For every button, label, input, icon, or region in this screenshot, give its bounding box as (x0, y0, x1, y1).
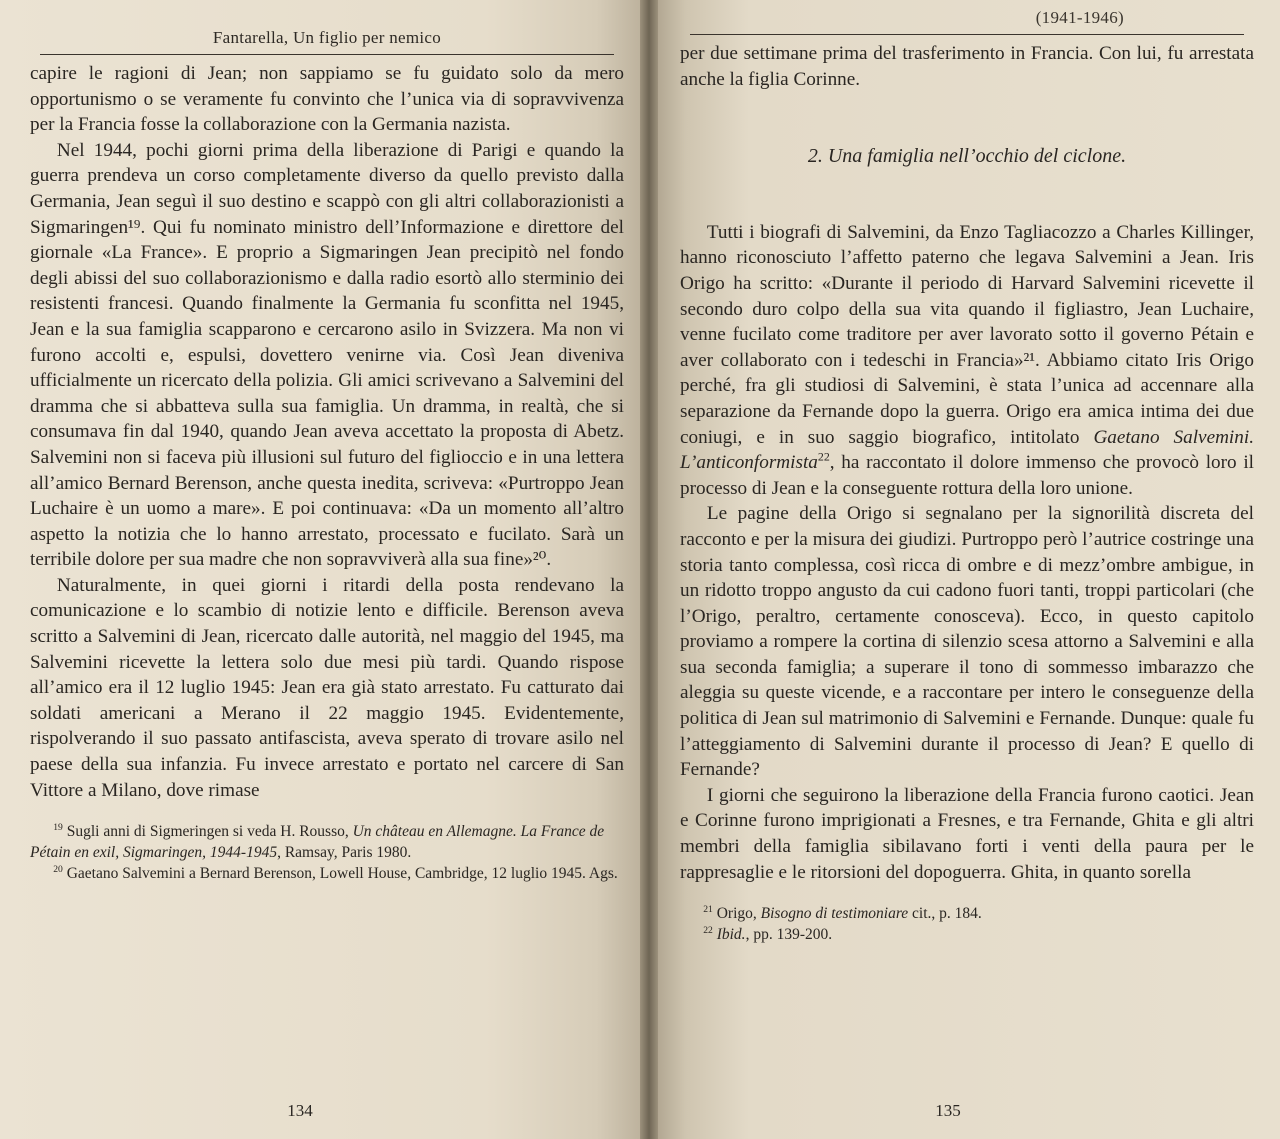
footnote-ref-22: 22 (817, 449, 830, 464)
left-page-number: 134 (287, 1101, 313, 1120)
footnote-19-pre: Sugli anni di Sigmeringen si veda H. Rousso, (66, 823, 353, 841)
left-running-head: Fantarella, Un figlio per nemico (40, 28, 614, 55)
footnote-20-text: Gaetano Salvemini a Bernard Berenson, Lowell House, Cambridge, 12 luglio 1945. Ags. (66, 865, 618, 883)
footnote-21-pre: Origo, (716, 905, 761, 923)
footnote-22-ibid: Ibid. (716, 926, 746, 944)
right-paragraph-2-italic: Gaetano Salvemini. L’anticonformista (680, 426, 1254, 474)
footnote-19-number: 19 (53, 822, 63, 834)
footnote-20 (30, 863, 624, 884)
right-paragraph-2 (680, 220, 1254, 502)
footnote-21 (680, 903, 1254, 924)
right-running-head: (1941-1946) (690, 8, 1244, 35)
footnote-19-post: , Ramsay, Paris 1980. (277, 844, 412, 862)
right-paragraph-2-b: , ha raccontato il dolore immenso che provocò loro il processo di Jean e la conseguente rottura della loro unione. (680, 452, 1254, 499)
footnote-20-number: 20 (53, 864, 63, 876)
left-footnotes (30, 821, 624, 884)
footnote-21-post: cit., p. 184. (908, 905, 982, 923)
right-page-number: 135 (935, 1101, 961, 1120)
footnote-22-post: , pp. 139-200. (745, 926, 833, 944)
footnote-22-number: 22 (703, 925, 713, 937)
left-paragraph-1: capire le ragioni di Jean; non sappiamo se fu guidato solo da mero opportunismo o se veramente fu convinto che l’unica via di sopravvivenza per la Francia fosse la collaborazione con la Germania nazista. (30, 63, 624, 136)
left-body-text (30, 61, 624, 803)
right-paragraph-3: Le pagine della Origo si segnalano per la signorilità discreta del racconto e per la misura dei giudizi. Purtroppo però l’autrice costringe una storia tanto complessa, così ricca di ombre e di mezz’ombre ambigue, in un ridotto troppo angusto da cui cadono fuori tanti, troppi particolari (che l’Origo, peraltro, certamente conosceva). Ecco, in questo capitolo proviamo a rompere la cortina di silenzio scesa attorno a Salvemini e alla sua seconda famiglia; a superare il tono di sommesso imbarazzo che aleggia su queste vicende, e a raccontare per intero le conseguenze della politica di Jean sul matrimonio di Salvemini e Fernande. Dunque: quale fu l’atteggiamento di Salvemini durante il processo di Jean? E quello di Fernande? (680, 503, 1254, 781)
right-paragraph-1: per due settimane prima del trasferimento in Francia. Con lui, fu arrestata anche la figlia Corinne. (680, 43, 1254, 90)
right-paragraph-2-a: Tutti i biografi di Salvemini, da Enzo Tagliacozzo a Charles Killinger, hanno riconosciuto l’affetto paterno che legava Salvemini a Jean. Iris Origo ha scritto: «Durante il periodo di Harvard Salvemini ricevette il secondo duro colpo della sua vita quando il figliastro, Jean Luchaire, venne fucilato come traditore per aver lavorato sotto il governo Pétain e aver collaborato con i tedeschi in Francia»²¹. Abbiamo citato Iris Origo perché, fra gli studiosi di Salvemini, è stata l’unica ad accennare alla separazione da Fernande dopo la guerra. Origo era amica intima dei due coniugi, e in suo saggio biografico, intitolato (680, 221, 1254, 448)
footnote-22 (680, 924, 1254, 945)
footnote-19 (30, 821, 624, 863)
left-paragraph-3: Naturalmente, in quei giorni i ritardi della posta rendevano la comunicazione e lo scambio di notizie lento e difficile. Berenson aveva scritto a Salvemini di Jean, ricercato dalle autorità, nel maggio del 1945, ma Salvemini ricevette la lettera solo due mesi più tardi. Quando rispose all’amico era il 12 luglio 1945: Jean era già stato arrestato. Fu catturato dai soldati americani a Merano il 22 maggio 1945. Evidentemente, rispolverando il suo passato antifascista, aveva sperato di trovare asilo nel paese della sua infanzia. Fu invece arrestato e portato nel carcere di San Vittore a Milano, dove rimase (30, 574, 624, 801)
right-paragraph-4: I giorni che seguirono la liberazione della Francia furono caotici. Jean e Corinne furono imprigionati a Fresnes, e tra Fernande, Ghita e gli altri membri della famiglia sibilavano forti i venti della paura per le rappresaglie e le ritorsioni del dopoguerra. Ghita, in quanto sorella (680, 784, 1254, 883)
book-spine (640, 0, 658, 1139)
right-body-text (680, 41, 1254, 885)
footnote-19-title: Un château en Allemagne. La France de Pétain en exil, Sigmaringen, 1944-1945 (30, 823, 605, 862)
right-footnotes (680, 903, 1254, 945)
left-paragraph-2: Nel 1944, pochi giorni prima della liberazione di Parigi e quando la guerra prendeva un corso completamente diverso da quello previsto dalla Germania, Jean seguì il suo destino e scappò con gli altri collaborazionisti a Sigmaringen¹⁹. Qui fu nominato ministro dell’Informazione e direttore del giornale «La France». E proprio a Sigmaringen Jean precipitò nel fondo degli abissi del suo collaborazionismo e dalla radio esortò allo sterminio dei resistenti francesi. Quando finalmente la Germania fu sconfitta nel 1945, Jean e la sua famiglia scapparono e cercarono asilo in Svizzera. Ma non vi furono accolti e, espulsi, dovettero venirne via. Così Jean diveniva ufficialmente un ricercato della polizia. Gli amici scrivevano a Salvemini del dramma che si abbatteva sulla sua famiglia. Un dramma, in realtà, che si consumava fin dal 1940, quando Jean aveva accettato la proposta di Abetz. Salvemini non si faceva più illusioni sul futuro del figlioccio e in una lettera all’amico Bernard Berenson, anche questa inedita, scriveva: «Purtroppo Jean Luchaire è un uomo a mare». E poi continuava: «Da un momento all’altro aspetto la notizia che lo hanno arrestato, processato e fucilato. Sarà un terribile dolore per sua madre che non sopravviverà alla sua fine»²⁰. (30, 139, 624, 571)
section-title: 2. Una famiglia nell’occhio del ciclone. (807, 145, 1127, 168)
right-page (648, 0, 1280, 1139)
footnote-21-title: Bisogno di testimoniare (760, 905, 909, 923)
footnote-21-number: 21 (703, 904, 713, 916)
